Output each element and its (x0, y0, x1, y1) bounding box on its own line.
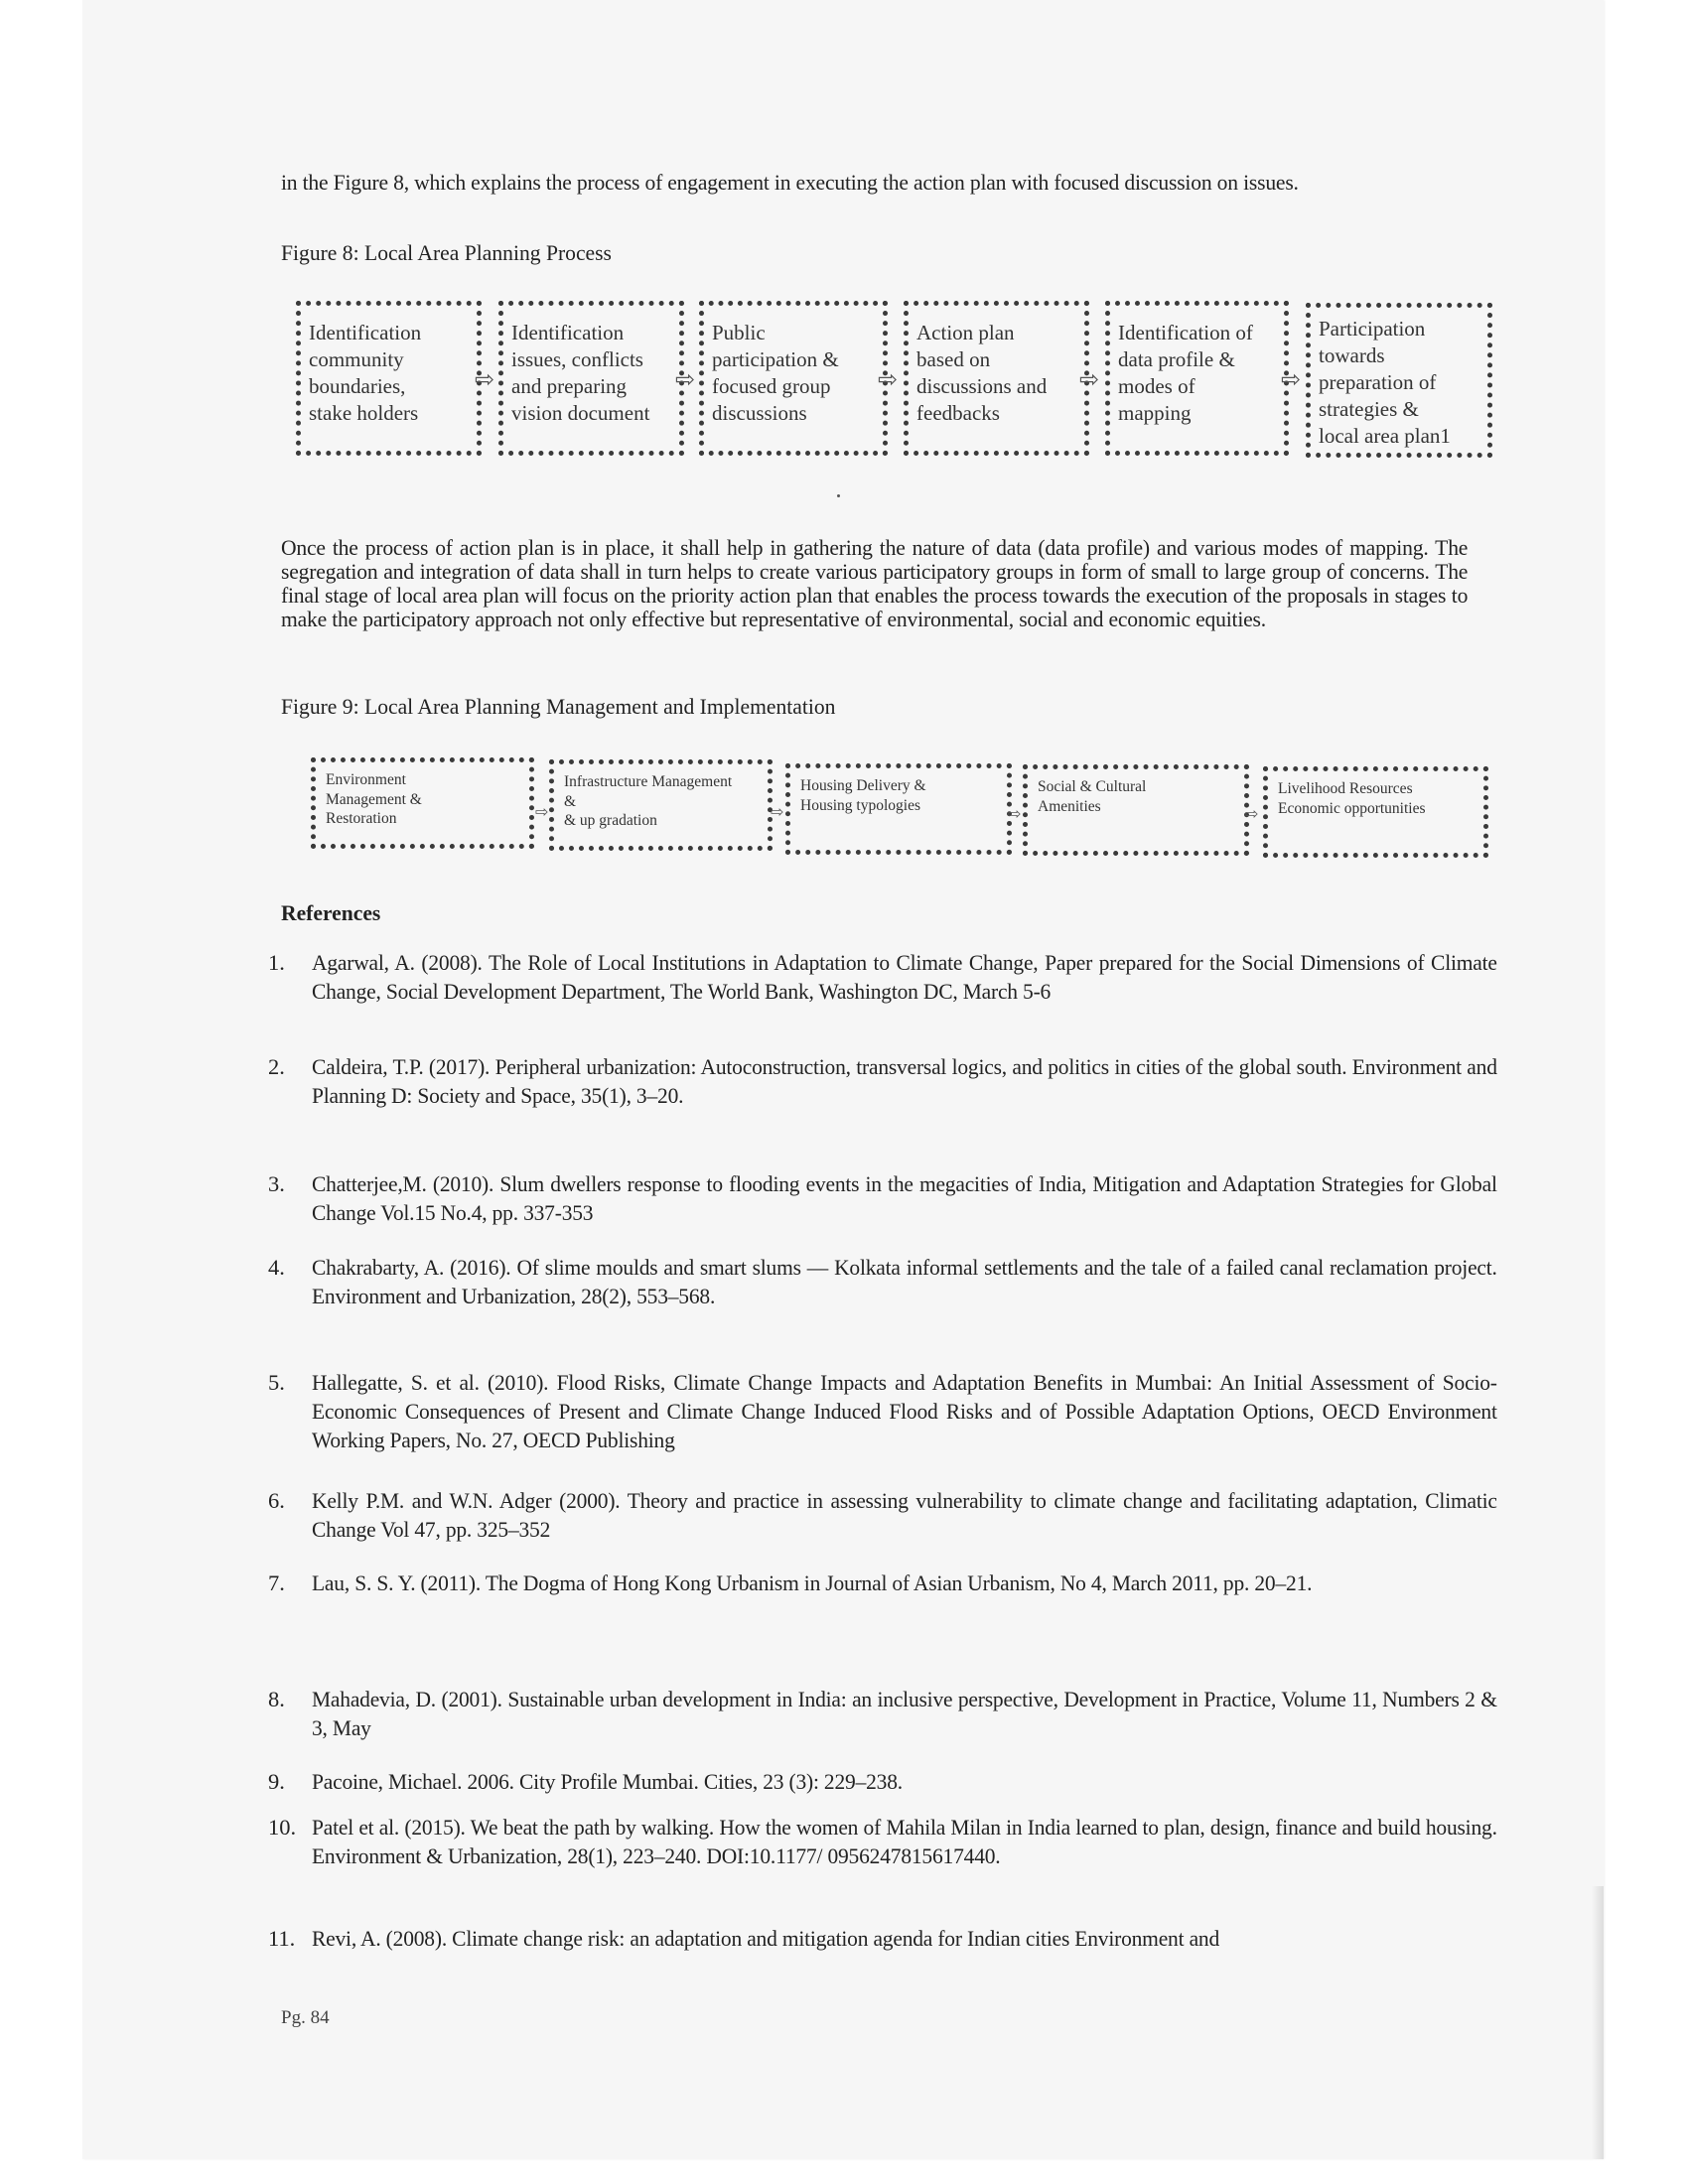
flow-arrow-right-icon: ⇨ (675, 365, 696, 393)
reference-number: 6. (268, 1488, 285, 1513)
flow-arrow-right-icon: ⇨ (878, 365, 899, 393)
flow-box-line: Identification of (1118, 321, 1253, 344)
flow-box-line: participation & (712, 347, 839, 371)
reference-text: Chatterjee,M. (2010). Slum dwellers response to flooding events in the megacities of India, Mitigation and Adaptation Strategies for Global Change Vol.15 No.4, pp. 337-353 (312, 1171, 1497, 1225)
reference-number: 1. (268, 950, 285, 975)
flow-box-line: focused group (712, 374, 831, 398)
flow-box-line: data profile & (1118, 347, 1235, 371)
flow-box-community-boundaries (296, 301, 482, 456)
flow-box-line: & (564, 792, 577, 810)
flow-arrow-right-icon: ⇨ (1245, 804, 1259, 823)
flow-box-environment-management (311, 757, 534, 849)
flow-box-line: and preparing (511, 374, 628, 398)
flow-box-line: community (309, 347, 404, 371)
figure-8-caption: Figure 8: Local Area Planning Process (281, 240, 612, 265)
flow-box-line: vision document (511, 401, 650, 425)
reference-text: Chakrabarty, A. (2016). Of slime moulds and smart slums — Kolkata informal settlements and the tale of a failed canal reclamation project. Environment and Urbanization, 28(2), 553–568. (312, 1255, 1497, 1308)
flow-box-line: modes of (1118, 374, 1196, 398)
flow-box-line: Restoration (326, 810, 397, 827)
intro-paragraph: in the Figure 8, which explains the process of engagement in executing the action plan with focused discussion on issues. (281, 170, 1299, 195)
flow-arrow-right-icon: ⇨ (771, 802, 784, 821)
flow-box-line: Management & (326, 790, 422, 808)
reference-number: 2. (268, 1054, 285, 1079)
flow-box-line: & up gradation (564, 812, 657, 829)
reference-text: Hallegatte, S. et al. (2010). Flood Risks, Climate Change Impacts and Adaptation Benefits in Mumbai: An Initial Assessment of Socio-Economic Consequences of Present and Climate Change Induced Flood Risks and of Possible Adaptation Options, OECD Environment Working Papers, No. 27, OECD Publishing (312, 1370, 1497, 1452)
flow-box-line: Infrastructure Management (564, 773, 733, 790)
flow-box-social-cultural (1023, 764, 1249, 856)
flow-box-issues-conflicts (498, 301, 684, 456)
reference-number: 8. (268, 1687, 285, 1711)
page-edge-shadow (1592, 1886, 1604, 2159)
reference-text: Revi, A. (2008). Climate change risk: an adaptation and mitigation agenda for Indian cities Environment and (312, 1926, 1220, 1951)
reference-number: 10. (268, 1815, 297, 1840)
flow-box-line: Identification (511, 321, 625, 344)
body-paragraph: Once the process of action plan is in place, it shall help in gathering the nature of data (data profile) and various modes of mapping. The segregation and integration of data shall in turn helps to create various participatory groups in form of small to large group of concerns. The final stage of local area plan will focus on the priority action plan that enables the process towards the execution of the proposals in stages to make the participatory approach not only effective but representative of environmental, social and economic equities. (281, 535, 1469, 631)
flow-box-line: Amenities (1038, 797, 1101, 815)
flow-box-livelihood-resources (1263, 766, 1488, 858)
flow-box-line: towards (1319, 343, 1385, 367)
reference-text: Patel et al. (2015). We beat the path by walking. How the women of Mahila Milan in India learned to plan, design, finance and build housing. Environment & Urbanization, 28(1), 223–240. DOI:10.1177/ 0956247815617440. (312, 1815, 1497, 1868)
flow-box-line: Action plan (916, 321, 1015, 344)
reference-number: 7. (268, 1570, 285, 1595)
flow-box-line: Public (712, 321, 766, 344)
reference-text: Mahadevia, D. (2001). Sustainable urban development in India: an inclusive perspective, Development in Practice, Volume 11, Numbers 2 & 3, May (312, 1687, 1497, 1740)
flow-box-participation-strategies (1306, 303, 1492, 458)
reference-text: Pacoine, Michael. 2006. City Profile Mumbai. Cities, 23 (3): 229–238. (312, 1769, 903, 1794)
flow-box-line: strategies & (1319, 397, 1419, 421)
flow-box-line: boundaries, (309, 374, 406, 398)
flow-box-line: stake holders (309, 401, 419, 425)
reference-number: 4. (268, 1255, 285, 1280)
references-heading: References (281, 900, 381, 925)
scan-speck (837, 494, 840, 497)
flow-box-line: Environment (326, 771, 406, 788)
flow-box-line: Housing Delivery & (800, 777, 926, 794)
reference-text: Lau, S. S. Y. (2011). The Dogma of Hong Kong Urbanism in Journal of Asian Urbanism, No 4, March 2011, pp. 20–21. (312, 1570, 1313, 1595)
flow-arrow-right-icon: ⇨ (475, 365, 495, 393)
flow-box-line: local area plan1 (1319, 424, 1451, 448)
reference-number: 11. (268, 1926, 296, 1951)
flow-box-line: feedbacks (916, 401, 1000, 425)
flow-box-line: issues, conflicts (511, 347, 643, 371)
reference-number: 9. (268, 1769, 285, 1794)
page-number: Pg. 84 (281, 2007, 330, 2028)
flow-box-line: Economic opportunities (1278, 799, 1426, 817)
flow-box-public-participation (699, 301, 888, 456)
flow-box-line: Livelihood Resources (1278, 780, 1413, 797)
flow-arrow-right-icon: ⇨ (1008, 804, 1022, 823)
flow-arrow-right-icon: ⇨ (1281, 365, 1302, 393)
flow-box-line: Housing typologies (800, 796, 920, 814)
flow-box-housing-delivery (785, 763, 1012, 855)
flow-box-line: Participation (1319, 317, 1426, 341)
flow-arrow-right-icon: ⇨ (1079, 365, 1100, 393)
flow-box-infrastructure-management (549, 759, 773, 851)
flow-box-line: discussions (712, 401, 807, 425)
reference-text: Kelly P.M. and W.N. Adger (2000). Theory and practice in assessing vulnerability to climate change and facilitating adaptation, Climatic Change Vol 47, pp. 325–352 (312, 1488, 1497, 1542)
flow-box-data-profile (1105, 301, 1289, 456)
flow-box-line: preparation of (1319, 370, 1437, 394)
figure-9-caption: Figure 9: Local Area Planning Management and Implementation (281, 694, 836, 719)
reference-text: Caldeira, T.P. (2017). Peripheral urbanization: Autoconstruction, transversal logics, and politics in cities of the global south. Environment and Planning D: Society and Space, 35(1), 3–20. (312, 1054, 1497, 1108)
reference-number: 3. (268, 1171, 285, 1196)
reference-text: Agarwal, A. (2008). The Role of Local Institutions in Adaptation to Climate Change, Paper prepared for the Social Dimensions of Climate Change, Social Development Department, The World Bank, Washington DC, March 5-6 (312, 950, 1497, 1004)
flow-box-line: Social & Cultural (1038, 778, 1147, 795)
flow-arrow-right-icon: ⇨ (535, 802, 549, 821)
flow-box-line: Identification (309, 321, 422, 344)
reference-number: 5. (268, 1370, 285, 1395)
flow-box-action-plan (904, 301, 1089, 456)
flow-box-line: discussions and (916, 374, 1048, 398)
flow-box-line: mapping (1118, 401, 1192, 425)
flow-box-line: based on (916, 347, 991, 371)
